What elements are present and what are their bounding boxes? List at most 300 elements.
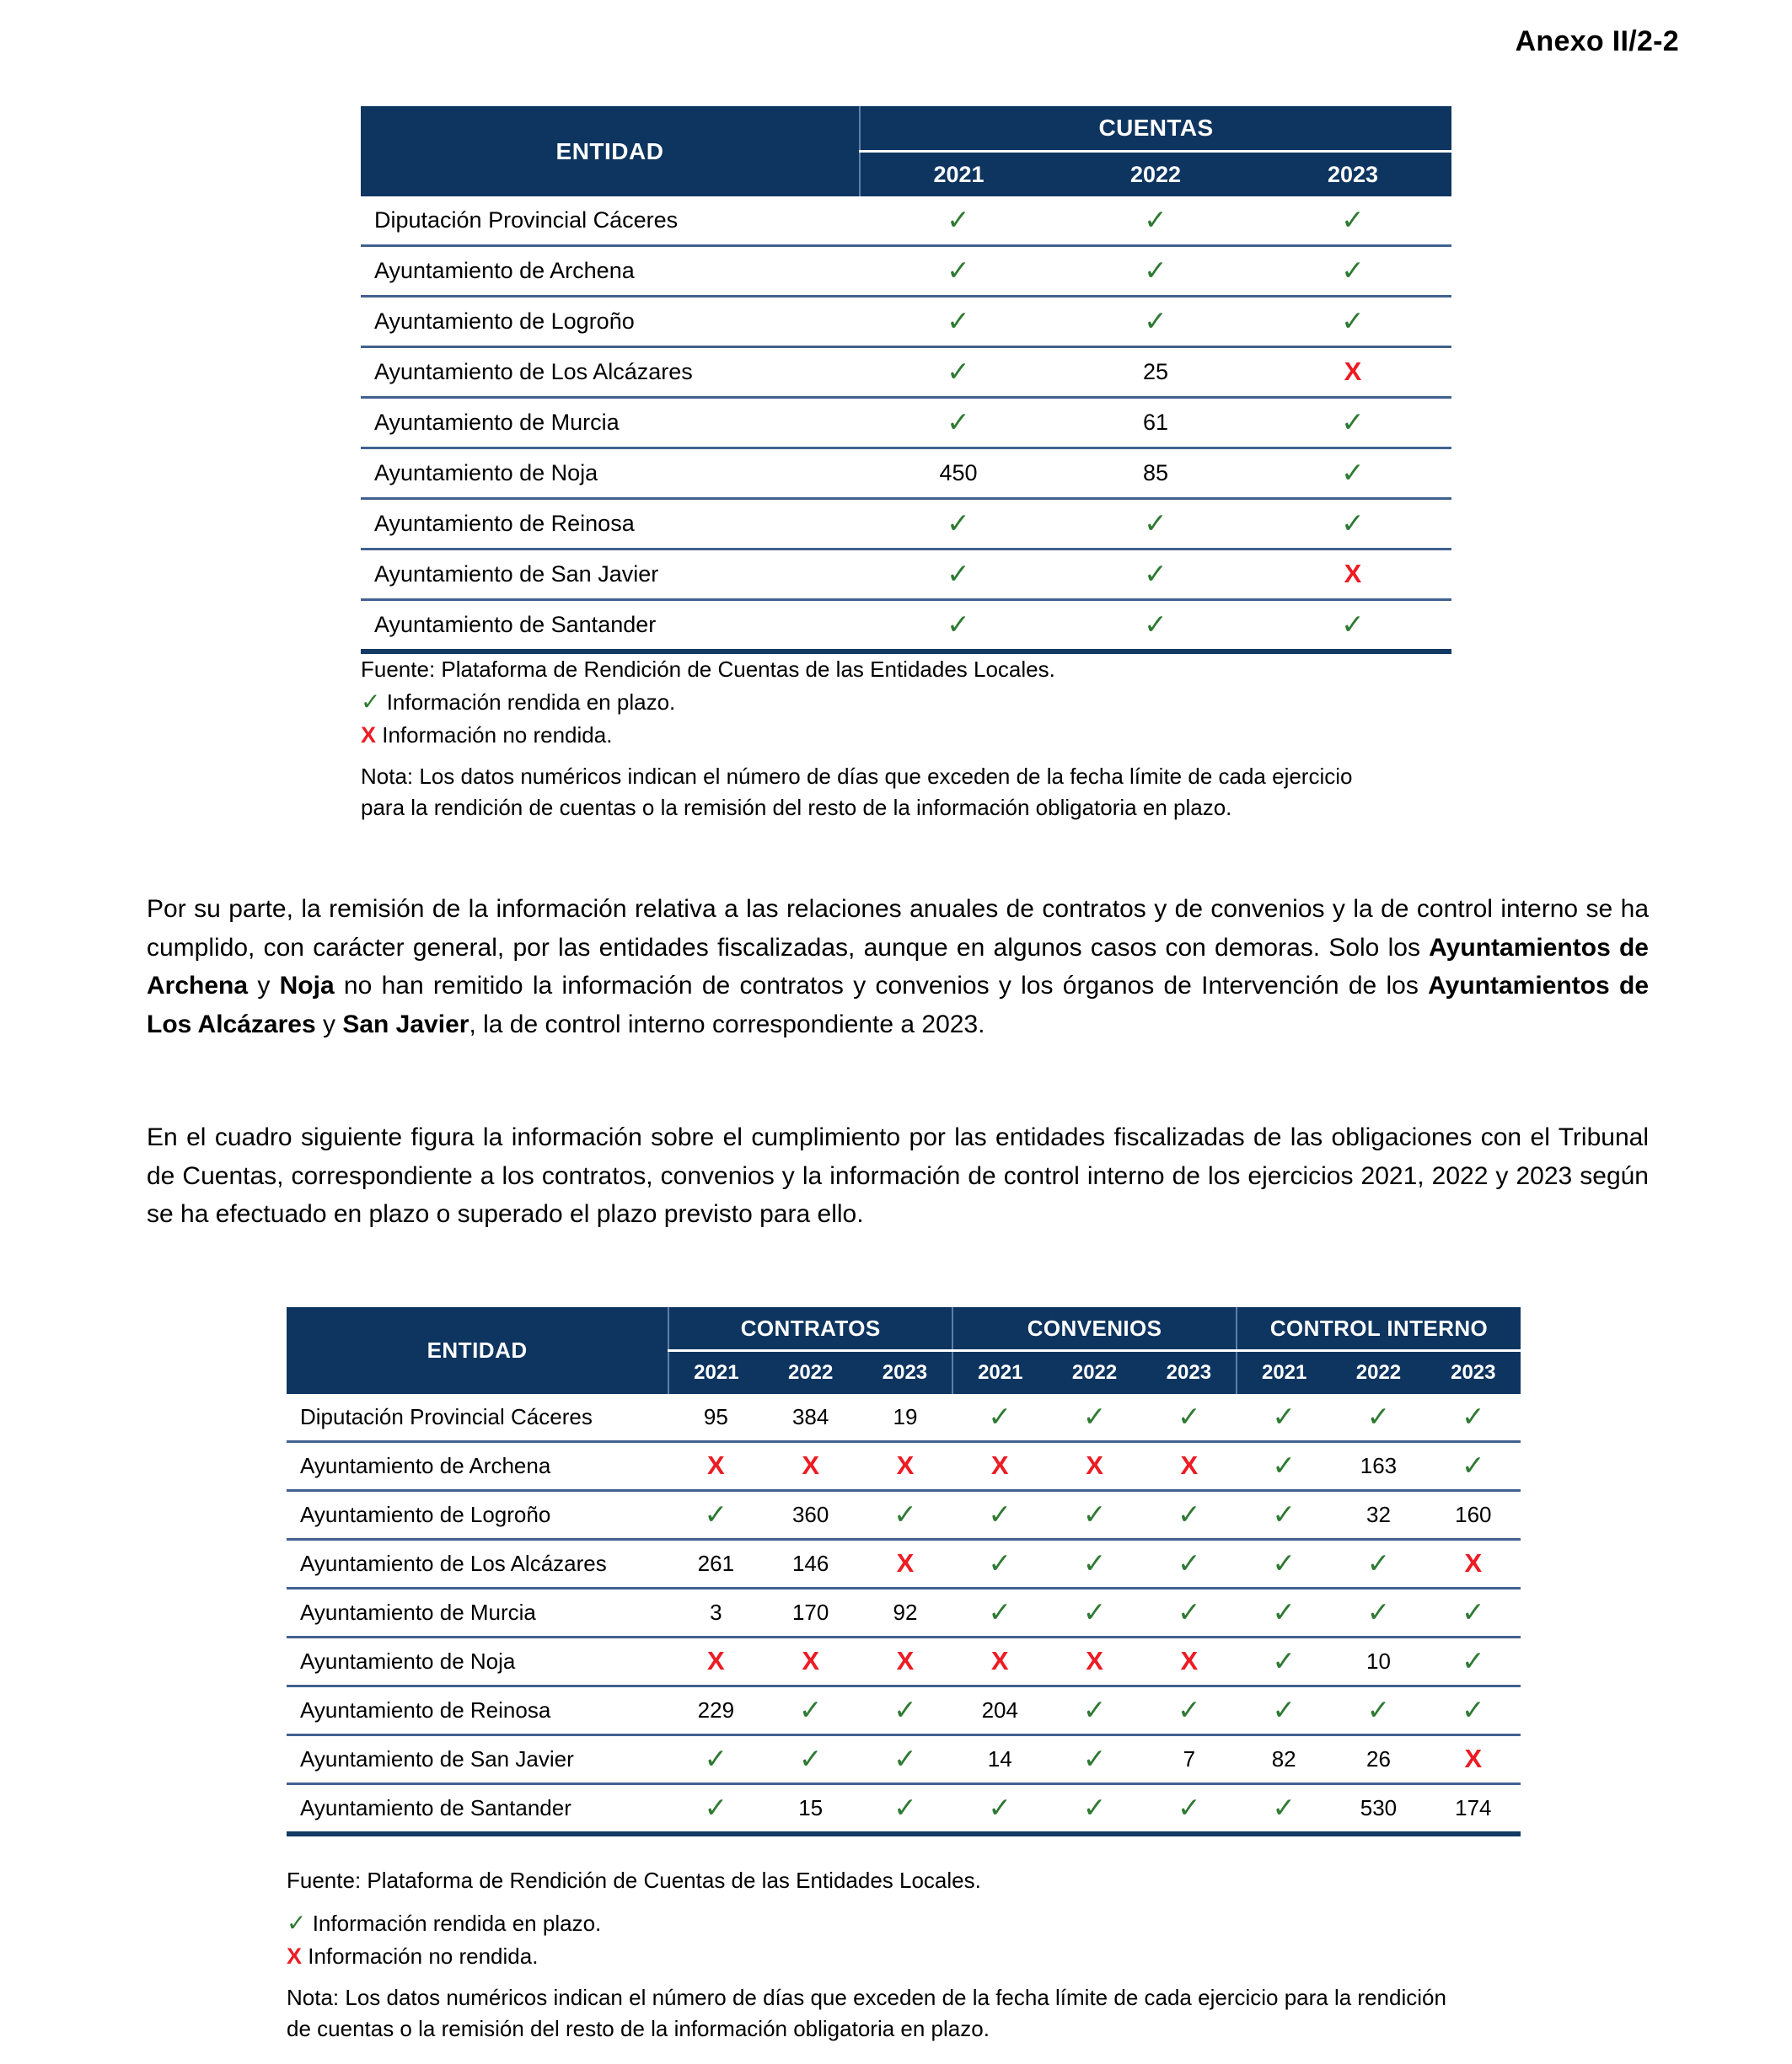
control-interno-cell-2021 [1237,1491,1331,1540]
p1-bold-noja: Noja [279,972,335,1000]
cell-value: 3 [710,1600,722,1625]
cross-icon: X [1180,1450,1199,1480]
cuentas-cell-2021 [860,297,1057,347]
entity-name-cell: Ayuntamiento de Noja [361,448,860,499]
tick-icon: ✓ [1341,608,1365,640]
convenios-cell-2022 [1047,1394,1141,1442]
cuentas-header-year-2023: 2023 [1254,152,1451,197]
cross-icon: X [707,1450,725,1480]
contratos-cell-2023 [858,1686,952,1735]
cross-icon: X [1464,1744,1483,1773]
contratos-cell-2023 [858,1442,952,1491]
cell-value: 85 [1142,460,1169,485]
tick-icon: ✓ [1082,1792,1107,1823]
control-interno-cell-2022 [1331,1540,1425,1589]
contratos-cell-2022 [764,1442,858,1491]
cuentas-cell-2021 [860,550,1057,600]
p1-part1: Por su parte, la remisión de la información relativa a las relaciones anuales de contratos y de convenios y la de control interno se ha cumplido, con carácter general, por las entidades fiscalizadas, aunque en algunos casos con demoras. Solo los [147,895,1649,962]
convenios-cell-2021 [952,1491,1047,1540]
tick-icon: ✓ [988,1547,1012,1579]
cell-value: 14 [987,1746,1012,1772]
convenios-cell-2023 [1142,1638,1237,1686]
convenios-cell-2022 [1047,1540,1141,1589]
p1-bold-sanjavier: San Javier [342,1010,469,1038]
cross-icon: X [990,1450,1009,1480]
tick-icon: ✓ [1461,1694,1485,1725]
notes2-legend-cross-line [287,1940,1551,1972]
contratos-cell-2022 [764,1540,858,1589]
contratos-table-notes [287,1865,1551,2045]
cross-icon: X [1344,357,1362,386]
convenios-cell-2023 [1142,1491,1237,1540]
entity-name-cell: Diputación Provincial Cáceres [287,1394,668,1442]
cuentas-cell-2023 [1254,246,1451,297]
tick-icon: ✓ [947,406,970,437]
entity-name-cell: Ayuntamiento de Logroño [287,1491,668,1540]
tick-icon: ✓ [1272,1450,1296,1481]
cuentas-table [361,106,1451,654]
entity-name-cell: Ayuntamiento de San Javier [287,1735,668,1784]
control-interno-cell-2022 [1331,1638,1425,1686]
notes2-legend-tick-text: Información rendida en plazo. [312,1910,602,1936]
contratos-cell-2021 [668,1442,763,1491]
control-interno-cell-2022 [1331,1589,1425,1638]
tick-icon: ✓ [1178,1596,1201,1627]
tick-icon: ✓ [1461,1645,1485,1676]
convenios-cell-2023 [1142,1735,1237,1784]
tick-icon: ✓ [1144,507,1167,539]
cuentas-cell-2023 [1254,196,1451,246]
tick-icon: ✓ [1341,255,1365,286]
control-interno-cell-2023 [1426,1394,1521,1442]
cross-icon: X [802,1450,819,1480]
tick-icon: ✓ [704,1498,728,1530]
contratos-cell-2021 [668,1686,763,1735]
notes2-spacer-a [287,1896,1551,1906]
contratos-cell-2021 [668,1735,763,1784]
cross-icon: X [896,1450,915,1480]
tick-icon: ✓ [1272,1401,1296,1432]
tick-icon: ✓ [1366,1547,1391,1579]
tick-icon: ✓ [947,356,970,387]
tick-icon: ✓ [893,1792,917,1823]
cuentas-cell-2022 [1057,297,1254,347]
cuentas-cell-2023 [1254,448,1451,499]
p1-part4: y [315,1010,343,1038]
cuentas-cell-2022 [1057,448,1254,499]
convenios-cell-2022 [1047,1784,1141,1835]
entity-name-cell: Ayuntamiento de Reinosa [287,1686,668,1735]
contratos-header-group-contratos: CONTRATOS [668,1307,952,1351]
entity-name-cell: Ayuntamiento de San Javier [361,550,860,600]
control-interno-cell-2023 [1426,1491,1521,1540]
cuentas-cell-2023 [1254,347,1451,398]
entity-name-cell: Ayuntamiento de Reinosa [361,499,860,550]
notes2-legend-tick-line [287,1906,1551,1940]
cuentas-cell-2022 [1057,550,1254,600]
cuentas-cell-2022 [1057,246,1254,297]
entity-name-cell: Ayuntamiento de Archena [287,1442,668,1491]
convenios-cell-2021 [952,1638,1047,1686]
cuentas-cell-2021 [860,347,1057,398]
tick-icon: ✓ [1366,1401,1391,1432]
contratos-cell-2022 [764,1394,858,1442]
convenios-cell-2021 [952,1589,1047,1638]
cuentas-header-year-2022: 2022 [1057,152,1254,197]
cell-value: 530 [1360,1795,1398,1820]
table-row [287,1442,1521,1491]
entity-name-cell: Ayuntamiento de Santander [287,1784,668,1835]
control-interno-cell-2021 [1237,1394,1331,1442]
convenios-cell-2023 [1142,1394,1237,1442]
tick-icon: ✓ [1272,1694,1296,1725]
cell-value: 61 [1142,410,1169,435]
notes1-legend-cross-text: Información no rendida. [382,721,613,748]
contratos-cell-2022 [764,1686,858,1735]
entity-name-cell: Ayuntamiento de Los Alcázares [361,347,860,398]
tick-icon: ✓ [704,1743,728,1774]
cuentas-cell-2022 [1057,347,1254,398]
contratos-cell-2023 [858,1491,952,1540]
cuentas-cell-2021 [860,448,1057,499]
tick-icon: ✓ [947,608,970,640]
cell-value: 7 [1183,1746,1196,1772]
tick-icon: ✓ [1082,1596,1107,1627]
cuentas-cell-2023 [1254,550,1451,600]
cell-value: 204 [981,1697,1018,1723]
table-row [287,1784,1521,1835]
tick-icon: ✓ [947,255,970,286]
entity-name-cell: Diputación Provincial Cáceres [361,196,860,246]
table-row [361,499,1451,550]
table-row [287,1686,1521,1735]
cuentas-table-head [361,106,1451,196]
table-row [287,1638,1521,1686]
cuentas-cell-2022 [1057,499,1254,550]
contratos-convenios-control-table-container [287,1307,1521,1836]
cuentas-cell-2021 [860,499,1057,550]
contratos-year-2023: 2023 [858,1351,952,1395]
notes1-legend-tick-line [361,685,1541,719]
control-interno-cell-2023 [1426,1686,1521,1735]
control-interno-cell-2021 [1237,1735,1331,1784]
cell-value: 95 [703,1404,728,1429]
p1-part5: , la de control interno correspondiente a 2023. [469,1010,985,1038]
contratos-cell-2023 [858,1638,952,1686]
cell-value: 360 [791,1502,829,1527]
cuentas-header-year-2021: 2021 [860,152,1057,197]
table-row [361,550,1451,600]
notes1-spacer [361,751,1541,761]
contratos-table-body [287,1394,1521,1834]
cell-value: 146 [791,1551,829,1576]
tick-icon: ✓ [1272,1547,1296,1579]
tick-icon: ✓ [1178,1498,1201,1530]
control-interno-cell-2023 [1426,1638,1521,1686]
tick-icon: ✓ [1461,1401,1485,1432]
contratos-header-group-convenios: CONVENIOS [952,1307,1237,1351]
cuentas-table-body [361,196,1451,651]
contratos-cell-2022 [764,1784,858,1835]
notes1-source: Fuente: Plataforma de Rendición de Cuentas de las Entidades Locales. [361,657,1055,682]
cell-value: 25 [1142,359,1169,384]
control-year-2021: 2021 [1237,1351,1331,1395]
convenios-cell-2021 [952,1735,1047,1784]
table-row [361,246,1451,297]
control-interno-cell-2021 [1237,1784,1331,1835]
body-paragraph-1 [147,890,1649,1043]
control-interno-cell-2023 [1426,1735,1521,1784]
contratos-year-2021: 2021 [668,1351,763,1395]
control-interno-cell-2022 [1331,1686,1425,1735]
body-paragraph-2: En el cuadro siguiente figura la información sobre el cumplimiento por las entidades fiscalizadas de las obligaciones con el Tribunal de Cuentas, correspondiente a los contratos, convenios y la información de control interno de los ejercicios 2021, 2022 y 2023 según se ha efectuado en plazo o superado el plazo previsto para ello. [147,1123,1649,1229]
table-row [287,1394,1521,1442]
tick-icon: ✓ [1341,305,1365,336]
contratos-cell-2021 [668,1540,763,1589]
notes1-legend-tick-text: Información rendida en plazo. [386,689,676,715]
entity-name-cell: Ayuntamiento de Murcia [361,398,860,448]
tick-icon: ✓ [947,507,970,539]
cell-value: 170 [791,1600,829,1625]
contratos-cell-2023 [858,1589,952,1638]
control-interno-cell-2021 [1237,1638,1331,1686]
control-interno-cell-2023 [1426,1589,1521,1638]
cuentas-cell-2023 [1254,297,1451,347]
control-interno-cell-2022 [1331,1394,1425,1442]
cell-value: 174 [1455,1795,1492,1820]
tick-icon: ✓ [1144,558,1167,589]
tick-icon: ✓ [1178,1694,1201,1725]
contratos-cell-2023 [858,1540,952,1589]
tick-icon: ✓ [1272,1792,1296,1823]
cuentas-cell-2023 [1254,600,1451,652]
page-header-anexo-label: Anexo II/2-2 [1515,25,1679,57]
convenios-year-2023: 2023 [1142,1351,1237,1395]
cuentas-table-notes [361,654,1541,823]
tick-icon: ✓ [1144,305,1167,336]
table-row [287,1491,1521,1540]
contratos-header-entidad: ENTIDAD [287,1307,668,1394]
cross-icon: X [1344,559,1362,588]
contratos-cell-2021 [668,1394,763,1442]
tick-icon: ✓ [1144,608,1167,640]
tick-icon: ✓ [947,558,970,589]
entity-name-cell: Ayuntamiento de Logroño [361,297,860,347]
contratos-cell-2021 [668,1589,763,1638]
tick-icon: ✓ [1272,1645,1296,1676]
contratos-cell-2023 [858,1784,952,1835]
cell-value: 229 [697,1697,735,1723]
convenios-cell-2022 [1047,1686,1141,1735]
table-row [361,448,1451,499]
tick-icon: ✓ [988,1401,1012,1432]
contratos-cell-2021 [668,1638,763,1686]
cell-value: 384 [791,1404,829,1429]
entity-name-cell: Ayuntamiento de Noja [287,1638,668,1686]
convenios-cell-2023 [1142,1686,1237,1735]
control-interno-cell-2021 [1237,1589,1331,1638]
contratos-convenios-control-table [287,1307,1521,1836]
cell-value: 32 [1366,1502,1391,1527]
notes1-legend-cross-line [361,719,1541,751]
cross-icon: X [802,1646,819,1675]
table-row [361,297,1451,347]
table-row [287,1735,1521,1784]
contratos-cell-2023 [858,1735,952,1784]
cross-icon: X [1464,1548,1483,1578]
cell-value: 261 [697,1551,735,1576]
control-interno-cell-2022 [1331,1735,1425,1784]
table-row [361,196,1451,246]
tick-icon: ✓ [1341,457,1365,488]
cell-value: 15 [798,1795,824,1820]
table-row [361,347,1451,398]
cross-icon: X [1086,1450,1103,1480]
convenios-cell-2021 [952,1394,1047,1442]
convenios-year-2022: 2022 [1047,1351,1141,1395]
convenios-cell-2022 [1047,1491,1141,1540]
cuentas-cell-2022 [1057,196,1254,246]
convenios-cell-2021 [952,1442,1047,1491]
convenios-cell-2022 [1047,1638,1141,1686]
p1-bold-archena: Ayuntamientos de Archena [147,933,1649,1000]
tick-icon: ✓ [988,1498,1012,1530]
tick-icon: ✓ [1341,507,1365,539]
cell-value: 82 [1271,1746,1296,1772]
convenios-cell-2021 [952,1686,1047,1735]
cell-value: 160 [1455,1502,1492,1527]
cuentas-header-entidad: ENTIDAD [361,106,860,196]
control-year-2022: 2022 [1331,1351,1425,1395]
tick-icon: ✓ [798,1743,823,1774]
tick-icon: ✓ [1178,1792,1201,1823]
cell-value: 92 [893,1600,918,1625]
notes1-note-line-2: para la rendición de cuentas o la remisión del resto de la información obligatoria en plazo. [361,794,1232,820]
contratos-cell-2022 [764,1638,858,1686]
tick-icon: ✓ [893,1743,917,1774]
contratos-table-head [287,1307,1521,1394]
convenios-cell-2023 [1142,1784,1237,1835]
tick-icon: ✓ [1272,1498,1296,1530]
tick-icon: ✓ [947,204,970,235]
control-interno-cell-2021 [1237,1540,1331,1589]
tick-icon: ✓ [1082,1401,1107,1432]
convenios-year-2021: 2021 [952,1351,1047,1395]
contratos-cell-2022 [764,1589,858,1638]
contratos-header-group-control-interno: CONTROL INTERNO [1237,1307,1521,1351]
tick-icon: ✓ [893,1694,917,1725]
cross-icon: X [287,1943,303,1969]
p1-part3: no han remitido la información de contratos y convenios y los órganos de Intervención de los [334,972,1429,1000]
tick-icon: ✓ [1341,406,1365,437]
control-interno-cell-2023 [1426,1540,1521,1589]
convenios-cell-2021 [952,1784,1047,1835]
tick-icon: ✓ [988,1596,1012,1627]
entity-name-cell: Ayuntamiento de Archena [361,246,860,297]
control-interno-cell-2022 [1331,1784,1425,1835]
cuentas-table-container [361,106,1451,654]
control-interno-cell-2023 [1426,1784,1521,1835]
cuentas-cell-2021 [860,600,1057,652]
tick-icon: ✓ [1144,204,1167,235]
cross-icon: X [1086,1646,1103,1675]
control-interno-cell-2021 [1237,1442,1331,1491]
cell-value: 19 [893,1404,918,1429]
tick-icon: ✓ [1366,1694,1391,1725]
convenios-cell-2022 [1047,1735,1141,1784]
tick-icon: ✓ [1144,255,1167,286]
control-interno-cell-2023 [1426,1442,1521,1491]
tick-icon: ✓ [1082,1743,1107,1774]
cuentas-header-group-cuentas: CUENTAS [860,106,1451,152]
notes2-spacer-b [287,1972,1551,1982]
control-interno-cell-2022 [1331,1442,1425,1491]
tick-icon: ✓ [893,1498,917,1530]
convenios-cell-2022 [1047,1589,1141,1638]
convenios-cell-2021 [952,1540,1047,1589]
contratos-cell-2021 [668,1491,763,1540]
contratos-cell-2021 [668,1784,763,1835]
notes2-note-line-1: Nota: Los datos numéricos indican el número de días que exceden de la fecha límite de cada ejercicio para la rendición [287,1984,1446,2010]
cross-icon: X [990,1646,1009,1675]
cuentas-cell-2023 [1254,499,1451,550]
cross-icon: X [896,1646,915,1675]
tick-icon: ✓ [1082,1547,1107,1579]
contratos-cell-2022 [764,1735,858,1784]
convenios-cell-2022 [1047,1442,1141,1491]
tick-icon: ✓ [1461,1596,1485,1627]
tick-icon: ✓ [704,1792,728,1823]
table-row [287,1540,1521,1589]
contratos-cell-2023 [858,1394,952,1442]
entity-name-cell: Ayuntamiento de Murcia [287,1589,668,1638]
tick-icon: ✓ [1082,1498,1107,1530]
tick-icon: ✓ [1178,1547,1201,1579]
tick-icon: ✓ [988,1792,1012,1823]
notes2-legend-cross-text: Información no rendida. [308,1943,539,1969]
cell-value: 26 [1366,1746,1391,1772]
table-row [287,1589,1521,1638]
tick-icon: ✓ [947,305,970,336]
cross-icon: X [896,1548,915,1578]
tick-icon: ✓ [1366,1596,1391,1627]
p1-part2: y [248,972,280,1000]
tick-icon: ✓ [1341,204,1365,235]
cell-value: 450 [939,460,978,485]
cross-icon: X [1180,1646,1199,1675]
notes1-note-line-1: Nota: Los datos numéricos indican el número de días que exceden de la fecha límite de cada ejercicio [361,763,1353,789]
cell-value: 10 [1366,1649,1391,1674]
control-year-2023: 2023 [1426,1351,1521,1395]
tick-icon: ✓ [1272,1596,1296,1627]
tick-icon: ✓ [361,688,381,715]
contratos-year-2022: 2022 [764,1351,858,1395]
cuentas-cell-2021 [860,196,1057,246]
entity-name-cell: Ayuntamiento de Santander [361,600,860,652]
p1-bold-alcazares: Ayuntamientos de Los Alcázares [147,972,1649,1038]
tick-icon: ✓ [798,1694,823,1725]
convenios-cell-2023 [1142,1589,1237,1638]
cuentas-cell-2023 [1254,398,1451,448]
cuentas-cell-2021 [860,246,1057,297]
cuentas-cell-2022 [1057,398,1254,448]
table-row [361,600,1451,652]
cross-icon: X [707,1646,725,1675]
tick-icon: ✓ [1461,1450,1485,1481]
tick-icon: ✓ [1082,1694,1107,1725]
table-row [361,398,1451,448]
convenios-cell-2023 [1142,1442,1237,1491]
